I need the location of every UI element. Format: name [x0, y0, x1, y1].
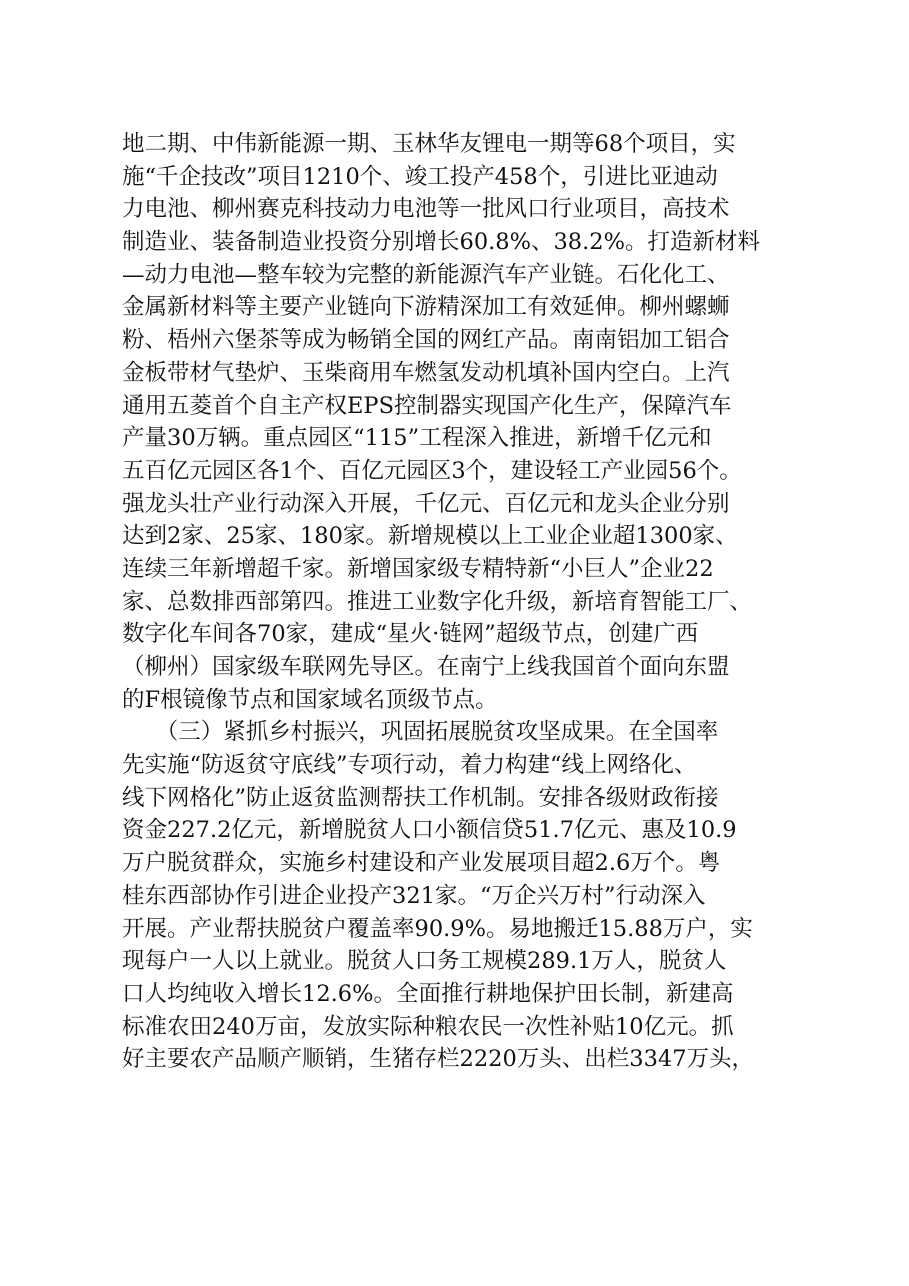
text-line: 现每户一人以上就业。脱贫人口务工规模289.1万人，脱贫人 [122, 948, 727, 975]
text-line: 地二期、中伟新能源一期、玉林华友锂电一期等68个项目，实 [122, 131, 736, 157]
text-line: 口人均纯收入增长12.6%。全面推行耕地保护田长制，新建高 [122, 980, 734, 1007]
text-line: 先实施“防返贫守底线”专项行动，着力构建“线上网络化、 [122, 752, 697, 779]
text-line: 万户脱贫群众，实施乡村建设和产业发展项目超2.6万个。粤 [122, 850, 721, 877]
section-heading-line: （三）紧抓乡村振兴，巩固拓展脱贫攻坚成果。在全国率 [122, 719, 719, 746]
text-line: 线下网格化”防止返贫监测帮扶工作机制。安排各级财政衔接 [122, 784, 719, 811]
text-line: 强龙头壮产业行动深入开展，千亿元、百亿元和龙头企业分别 [122, 490, 730, 517]
text-line: 金属新材料等主要产业链向下游精深加工有效延伸。柳州螺蛳 [122, 294, 730, 321]
text-line: 好主要农产品顺产顺销，生猪存栏2220万头、出栏3347万头， [122, 1046, 755, 1073]
body-text [122, 128, 794, 1076]
text-line: 粉、梧州六堡茶等成为畅销全国的网红产品。南南铝加工铝合 [122, 327, 730, 354]
text-line: 桂东西部协作引进企业投产321家。“万企兴万村”行动深入 [122, 882, 706, 909]
text-line: 通用五菱首个自主产权EPS控制器实现国产化生产，保障汽车 [122, 392, 732, 419]
text-line: 资金227.2亿元，新增脱贫人口小额信贷51.7亿元、惠及10.9 [122, 817, 737, 844]
text-line: 达到2家、25家、180家。新增规模以上工业企业超1300家、 [122, 523, 738, 550]
text-line: —动力电池—整车较为完整的新能源汽车产业链。石化化工、 [122, 261, 730, 288]
text-line: 力电池、柳州赛克科技动力电池等一批风口行业项目，高技术 [122, 196, 730, 223]
text-line: 产量30万辆。重点园区“115”工程深入推进，新增千亿元和 [122, 425, 712, 452]
text-line: 连续三年新增超千家。新增国家级专精特新“小巨人”企业22 [122, 555, 714, 582]
text-line: 的F根镜像节点和国家域名顶级节点。 [122, 686, 498, 713]
text-line: 数字化车间各70家，建成“星火·链网”超级节点，创建广西 [122, 621, 699, 648]
text-line: 开展。产业帮扶脱贫户覆盖率90.9%。易地搬迁15.88万户，实 [122, 915, 753, 942]
text-line: 标准农田240万亩，发放实际种粮农民一次性补贴10亿元。抓 [122, 1013, 734, 1040]
text-line: 施“千企技改”项目1210个、竣工投产458个，引进比亚迪动 [122, 163, 718, 190]
text-line: （柳州）国家级车联网先导区。在南宁上线我国首个面向东盟 [122, 654, 730, 680]
text-line: 制造业、装备制造业投资分别增长60.8%、38.2%。打造新材料 [122, 229, 760, 256]
text-line: 金板带材气垫炉、玉柴商用车燃氢发动机填补国内空白。上汽 [122, 359, 730, 386]
text-line: 家、总数排西部第四。推进工业数字化升级，新培育智能工厂、 [122, 588, 753, 615]
text-line: 五百亿元园区各1个、百亿元园区3个，建设轻工产业园56个。 [122, 457, 742, 484]
